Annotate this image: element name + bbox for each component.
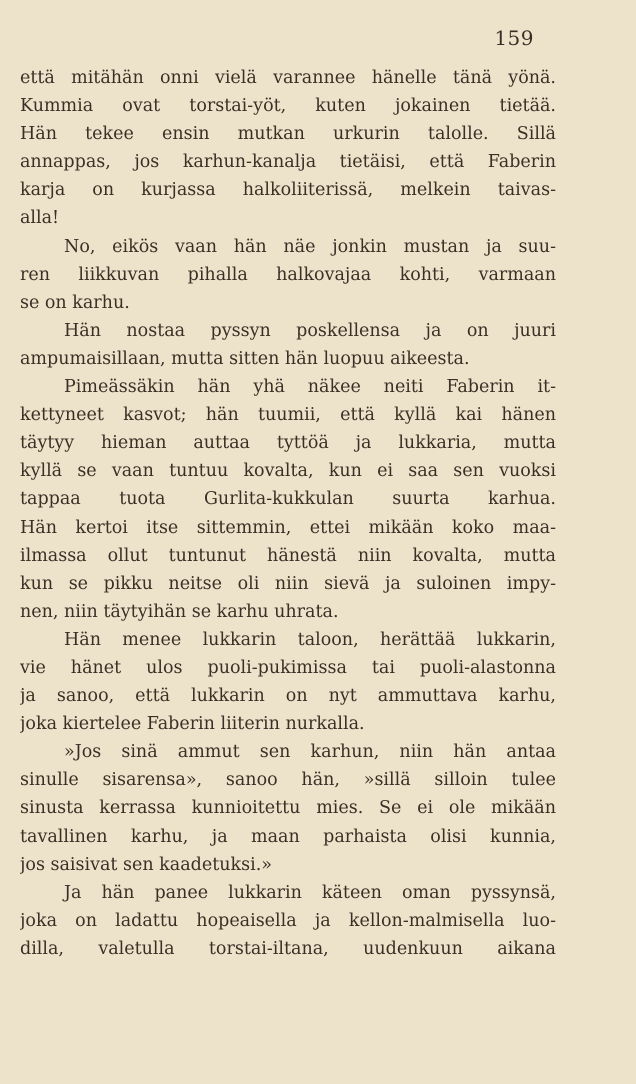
text-line: täytyy hieman auttaa tyttöä ja lukkaria, mutta — [20, 433, 556, 454]
text-line: joka on ladattu hopeaisella ja kellon-malmisella luo- — [20, 910, 556, 931]
text-line: alla! — [20, 208, 60, 229]
text-line: »Jos sinä ammut sen karhun, niin hän antaa — [64, 742, 556, 763]
text-line: Hän menee lukkarin taloon, herättää lukkarin, — [64, 629, 556, 650]
text-line: sinulle sisarensa», sanoo hän, »sillä silloin tulee — [20, 770, 556, 791]
text-line: Hän nostaa pyssyn poskellensa ja on juuri — [64, 320, 556, 341]
text-line: se on karhu. — [20, 292, 130, 313]
text-line: jos saisivat sen kaadetuksi.» — [20, 854, 272, 875]
text-line: että mitähän onni vielä varannee hänelle tänä yönä. — [20, 68, 556, 88]
text-line: ja sanoo, että lukkarin on nyt ammuttava karhu, — [20, 686, 556, 707]
text-line: dilla, valetulla torstai-iltana, uudenkuun aikana — [20, 938, 556, 959]
text-line: vie hänet ulos puoli-pukimissa tai puoli-alastonna — [20, 657, 556, 678]
text-line: kettyneet kasvot; hän tuumii, että kyllä kai hänen — [20, 405, 556, 426]
text-line: ilmassa ollut tuntunut hänestä niin kovalta, mutta — [20, 545, 556, 566]
text-line: karja on kurjassa halkoliiterissä, melkein taivas- — [20, 180, 556, 201]
text-line: ren liikkuvan pihalla halkovajaa kohti, varmaan — [20, 264, 556, 285]
text-line: joka kiertelee Faberin liiterin nurkalla. — [20, 714, 365, 735]
text-line: kyllä se vaan tuntuu kovalta, kun ei saa sen vuoksi — [20, 461, 556, 482]
text-line: nen, niin täytyihän se karhu uhrata. — [20, 601, 339, 622]
text-line: annappas, jos karhun-kanalja tietäisi, että Faberin — [20, 152, 556, 173]
text-line: ampumaisillaan, mutta sitten hän luopuu aikeesta. — [20, 348, 470, 369]
text-line: Hän kertoi itse sittemmin, ettei mikään koko maa- — [20, 517, 556, 538]
text-line: Ja hän panee lukkarin käteen oman pyssynsä, — [64, 882, 556, 903]
text-line: tavallinen karhu, ja maan parhaista olisi kunnia, — [20, 826, 556, 847]
body-text — [20, 64, 556, 963]
text-line: Pimeässäkin hän yhä näkee neiti Faberin it- — [64, 377, 556, 398]
text-line: Hän tekee ensin mutkan urkurin talolle. Sillä — [20, 124, 556, 145]
text-line: sinusta kerrassa kunnioitettu mies. Se ei ole mikään — [20, 798, 556, 819]
text-line: kun se pikku neitse oli niin sievä ja suloinen impy- — [20, 573, 556, 594]
text-line: No, eikös vaan hän näe jonkin mustan ja suu- — [64, 236, 556, 257]
page-number: 159 — [494, 26, 534, 50]
text-line: Kummia ovat torstai-yöt, kuten jokainen tietää. — [20, 96, 556, 117]
text-line: tappaa tuota Gurlita-kukkulan suurta karhua. — [20, 489, 556, 510]
